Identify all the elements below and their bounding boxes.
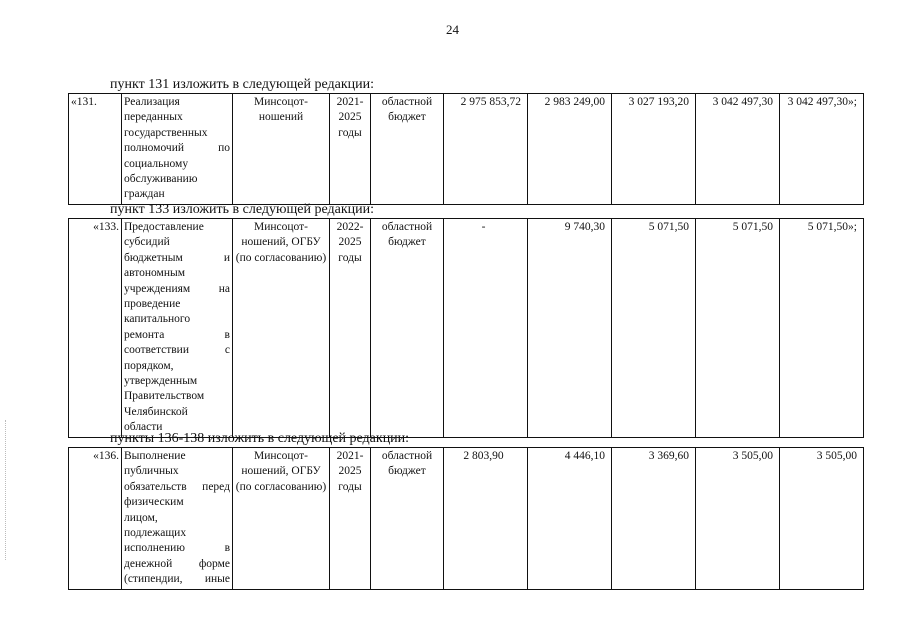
item-years: 2021-2025 годы [330, 448, 371, 590]
item-value-5: 3 042 497,30»; [780, 94, 864, 205]
page-number: 24 [446, 22, 459, 37]
item-number: «136. [69, 448, 122, 590]
item-value-2: 9 740,30 [528, 219, 612, 438]
item-source: областной бюджет [371, 219, 444, 438]
item-value-5: 5 071,50»; [780, 219, 864, 438]
section-title-133: пункт 133 изложить в следующей редакции: [110, 202, 374, 217]
item-source: областной бюджет [371, 448, 444, 590]
item-value-1: - [444, 219, 528, 438]
item-executor: Минсоцот-ношений [233, 94, 330, 205]
item-source: областной бюджет [371, 94, 444, 205]
item-name: Предоставление субсидий бюджетным и автономным учреждениям на проведение капитального ремонта в соответствии с порядком, утвержденным Правительством Челябинской области [122, 219, 233, 438]
item-executor: Минсоцот-ношений, ОГБУ (по согласованию) [233, 448, 330, 590]
item-value-4: 5 071,50 [696, 219, 780, 438]
item-years: 2022-2025 годы [330, 219, 371, 438]
table-item-136 [68, 447, 864, 590]
item-value-3: 5 071,50 [612, 219, 696, 438]
item-number: «133. [69, 219, 122, 438]
table-row [69, 94, 864, 205]
item-value-3: 3 027 193,20 [612, 94, 696, 205]
item-value-2: 2 983 249,00 [528, 94, 612, 205]
item-years: 2021-2025 годы [330, 94, 371, 205]
table-row [69, 219, 864, 438]
item-name: Реализация переданных государственных полномочий по социальному обслуживанию граждан [122, 94, 233, 205]
item-number: «131. [69, 94, 122, 205]
item-value-5: 3 505,00 [780, 448, 864, 590]
table-item-133 [68, 218, 864, 438]
section-title-136-138: пункты 136-138 изложить в следующей редакции: [110, 431, 410, 446]
item-value-4: 3 505,00 [696, 448, 780, 590]
item-value-2: 4 446,10 [528, 448, 612, 590]
item-value-3: 3 369,60 [612, 448, 696, 590]
scan-margin-marks [5, 420, 8, 560]
item-executor: Минсоцот-ношений, ОГБУ (по согласованию) [233, 219, 330, 438]
table-item-131 [68, 93, 864, 205]
item-name: Выполнение публичных обязательств перед физическим лицом, подлежащих исполнению в денежной форме (стипендии, иные [122, 448, 233, 590]
item-value-1: 2 803,90 [444, 448, 528, 590]
item-value-4: 3 042 497,30 [696, 94, 780, 205]
table-row [69, 448, 864, 590]
section-title-131: пункт 131 изложить в следующей редакции: [110, 77, 374, 92]
item-value-1: 2 975 853,72 [444, 94, 528, 205]
